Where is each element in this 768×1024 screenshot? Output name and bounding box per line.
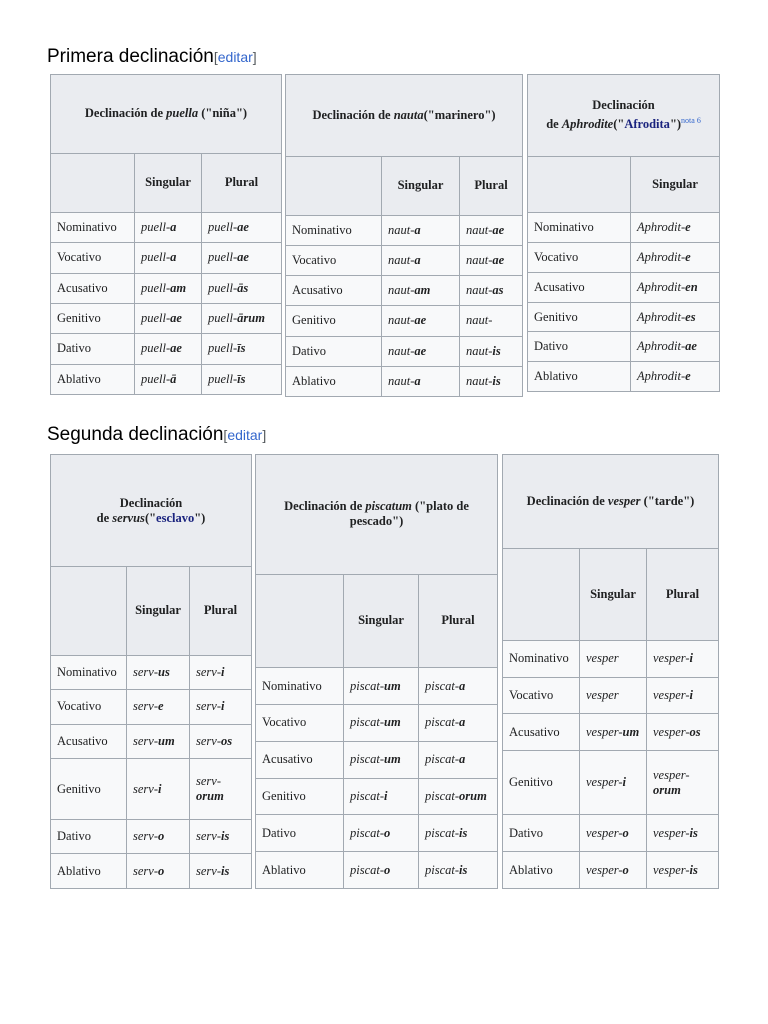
header-plural: Plural: [460, 156, 523, 215]
plural-form: puell-īs: [202, 334, 282, 364]
header-singular: Singular: [127, 567, 190, 655]
edit-link[interactable]: editar: [217, 49, 253, 65]
plural-form: serv-i: [190, 655, 252, 690]
case-label: Nominativo: [528, 213, 631, 243]
table-body: [503, 640, 719, 888]
case-label: Genitivo: [503, 751, 580, 815]
table-caption: Declinación de puella ("niña"): [51, 75, 282, 154]
case-label: Dativo: [503, 815, 580, 852]
singular-form: vesper-um: [580, 714, 647, 751]
corner-cell: [51, 567, 127, 655]
case-label: Acusativo: [51, 273, 135, 303]
header-singular: Singular: [382, 156, 460, 215]
plural-form: naut-as: [460, 276, 523, 306]
table-row: [256, 741, 498, 778]
plural-form: piscat-is: [419, 815, 498, 852]
header-plural: Plural: [419, 574, 498, 668]
plural-form: piscat-orum: [419, 778, 498, 815]
section-heading-primera: Primera declinación[editar]: [47, 46, 257, 67]
singular-form: serv-o: [127, 854, 190, 889]
singular-form: naut-a: [382, 215, 460, 245]
case-label: Genitivo: [286, 306, 382, 336]
edit-link[interactable]: editar: [227, 427, 263, 443]
singular-form: serv-o: [127, 819, 190, 854]
case-label: Genitivo: [528, 302, 631, 332]
singular-form: serv-i: [127, 759, 190, 820]
table-row: [528, 272, 720, 302]
declension-table-nauta: [285, 74, 523, 397]
table-row: [256, 668, 498, 705]
singular-form: puell-ae: [135, 334, 202, 364]
plural-form: puell-īs: [202, 364, 282, 394]
case-label: Dativo: [286, 336, 382, 366]
table-caption: Declinación de vesper ("tarde"): [503, 455, 719, 549]
header-plural: Plural: [202, 153, 282, 212]
table-row: [51, 303, 282, 333]
case-label: Nominativo: [286, 215, 382, 245]
singular-form: vesper-o: [580, 852, 647, 889]
singular-form: Aphrodit-en: [631, 272, 720, 302]
table-row: [503, 640, 719, 677]
plural-form: naut-ae: [460, 245, 523, 275]
table-body: [286, 215, 523, 396]
table-caption: Declinación de Aphrodite("Afrodita")$^{nota 6}$: [528, 75, 720, 157]
case-label: Nominativo: [51, 213, 135, 243]
plural-form: piscat-a: [419, 705, 498, 742]
plural-form: puell-ae: [202, 213, 282, 243]
table-row: [503, 751, 719, 815]
case-label: Dativo: [51, 819, 127, 854]
case-label: Vocativo: [286, 245, 382, 275]
singular-form: naut-am: [382, 276, 460, 306]
singular-form: Aphrodit-e: [631, 362, 720, 392]
case-label: Ablativo: [528, 362, 631, 392]
singular-form: vesper-o: [580, 815, 647, 852]
table-caption: Declinación de piscatum ("plato de pescado"): [256, 455, 498, 575]
corner-cell: [256, 574, 344, 668]
plural-form: piscat-a: [419, 668, 498, 705]
singular-form: puell-ae: [135, 303, 202, 333]
table-row: [51, 364, 282, 394]
footnote-link[interactable]: nota 6: [681, 116, 701, 126]
table-row: [51, 819, 252, 854]
singular-form: naut-a: [382, 366, 460, 396]
table-row: [286, 215, 523, 245]
header-singular: Singular: [135, 153, 202, 212]
declension-table-piscatum: [255, 454, 498, 889]
plural-form: vesper-i: [647, 677, 719, 714]
singular-form: serv-us: [127, 655, 190, 690]
singular-form: serv-e: [127, 690, 190, 725]
case-label: Vocativo: [51, 243, 135, 273]
plural-form: puell-ās: [202, 273, 282, 303]
table-row: [256, 815, 498, 852]
corner-cell: [286, 156, 382, 215]
table-row: [286, 245, 523, 275]
table-row: [51, 854, 252, 889]
plural-form: naut-is: [460, 336, 523, 366]
plural-form: serv-orum: [190, 759, 252, 820]
plural-form: puell-ārum: [202, 303, 282, 333]
table-row: [51, 273, 282, 303]
corner-cell: [503, 548, 580, 640]
singular-form: vesper-i: [580, 751, 647, 815]
table-row: [528, 243, 720, 273]
header-singular: Singular: [631, 156, 720, 213]
plural-form: vesper-i: [647, 640, 719, 677]
singular-form: puell-a: [135, 243, 202, 273]
singular-form: Aphrodit-ae: [631, 332, 720, 362]
table-body: [528, 213, 720, 392]
declension-table-puella: [50, 74, 282, 395]
table-row: [51, 334, 282, 364]
table-row: [51, 759, 252, 820]
declension-table-vesper: [502, 454, 719, 889]
singular-form: piscat-um: [344, 668, 419, 705]
case-label: Vocativo: [503, 677, 580, 714]
case-label: Acusativo: [256, 741, 344, 778]
singular-form: puell-ā: [135, 364, 202, 394]
caption-link[interactable]: esclavo: [156, 510, 195, 525]
plural-form: serv-os: [190, 724, 252, 759]
case-label: Nominativo: [503, 640, 580, 677]
plural-form: piscat-is: [419, 852, 498, 889]
singular-form: naut-ae: [382, 336, 460, 366]
plural-form: serv-is: [190, 854, 252, 889]
plural-form: serv-is: [190, 819, 252, 854]
table-caption: Declinación de nauta("marinero"): [286, 75, 523, 157]
singular-form: piscat-i: [344, 778, 419, 815]
singular-form: serv-um: [127, 724, 190, 759]
declension-table-aphrodite: [527, 74, 720, 392]
table-row: [51, 655, 252, 690]
table-body: [51, 655, 252, 888]
table-row: [503, 815, 719, 852]
table-row: [51, 243, 282, 273]
table-row: [51, 724, 252, 759]
table-row: [256, 852, 498, 889]
table-row: [528, 332, 720, 362]
singular-form: puell-a: [135, 213, 202, 243]
section-heading-segunda: Segunda declinación[editar]: [47, 424, 267, 445]
case-label: Acusativo: [51, 724, 127, 759]
caption-link[interactable]: Afrodita: [624, 117, 670, 132]
table-row: [51, 690, 252, 725]
case-label: Acusativo: [528, 272, 631, 302]
singular-form: vesper: [580, 640, 647, 677]
case-label: Genitivo: [51, 759, 127, 820]
case-label: Dativo: [256, 815, 344, 852]
header-plural: Plural: [190, 567, 252, 655]
plural-form: naut-: [460, 306, 523, 336]
case-label: Ablativo: [51, 364, 135, 394]
declension-table-servus: [50, 454, 252, 889]
table-row: [286, 276, 523, 306]
corner-cell: [528, 156, 631, 213]
section-title: Primera declinación: [47, 46, 214, 67]
plural-form: puell-ae: [202, 243, 282, 273]
table-body: [256, 668, 498, 889]
table-body: [51, 213, 282, 395]
table-row: [503, 677, 719, 714]
case-label: Nominativo: [51, 655, 127, 690]
case-label: Ablativo: [51, 854, 127, 889]
case-label: Ablativo: [256, 852, 344, 889]
singular-form: Aphrodit-e: [631, 243, 720, 273]
table-row: [256, 705, 498, 742]
header-plural: Plural: [647, 548, 719, 640]
plural-form: vesper-orum: [647, 751, 719, 815]
table-row: [528, 213, 720, 243]
singular-form: piscat-o: [344, 852, 419, 889]
singular-form: vesper: [580, 677, 647, 714]
table-row: [286, 336, 523, 366]
case-label: Acusativo: [286, 276, 382, 306]
plural-form: naut-ae: [460, 215, 523, 245]
singular-form: puell-am: [135, 273, 202, 303]
table-row: [256, 778, 498, 815]
table-row: [286, 306, 523, 336]
case-label: Ablativo: [503, 852, 580, 889]
singular-form: piscat-um: [344, 705, 419, 742]
plural-form: serv-i: [190, 690, 252, 725]
singular-form: piscat-o: [344, 815, 419, 852]
case-label: Vocativo: [51, 690, 127, 725]
table-row: [286, 366, 523, 396]
singular-form: naut-ae: [382, 306, 460, 336]
case-label: Ablativo: [286, 366, 382, 396]
plural-form: vesper-os: [647, 714, 719, 751]
table-row: [503, 852, 719, 889]
singular-form: naut-a: [382, 245, 460, 275]
singular-form: Aphrodit-e: [631, 213, 720, 243]
case-label: Genitivo: [256, 778, 344, 815]
plural-form: vesper-is: [647, 815, 719, 852]
section-title: Segunda declinación: [47, 424, 224, 445]
plural-form: naut-is: [460, 366, 523, 396]
case-label: Acusativo: [503, 714, 580, 751]
corner-cell: [51, 153, 135, 212]
case-label: Genitivo: [51, 303, 135, 333]
case-label: Dativo: [51, 334, 135, 364]
table-row: [503, 714, 719, 751]
case-label: Nominativo: [256, 668, 344, 705]
table-caption: Declinación de servus("esclavo"): [51, 455, 252, 567]
table-row: [528, 362, 720, 392]
case-label: Vocativo: [528, 243, 631, 273]
case-label: Dativo: [528, 332, 631, 362]
singular-form: Aphrodit-es: [631, 302, 720, 332]
case-label: Vocativo: [256, 705, 344, 742]
table-row: [528, 302, 720, 332]
plural-form: vesper-is: [647, 852, 719, 889]
header-singular: Singular: [344, 574, 419, 668]
singular-form: piscat-um: [344, 741, 419, 778]
header-singular: Singular: [580, 548, 647, 640]
table-row: [51, 213, 282, 243]
plural-form: piscat-a: [419, 741, 498, 778]
